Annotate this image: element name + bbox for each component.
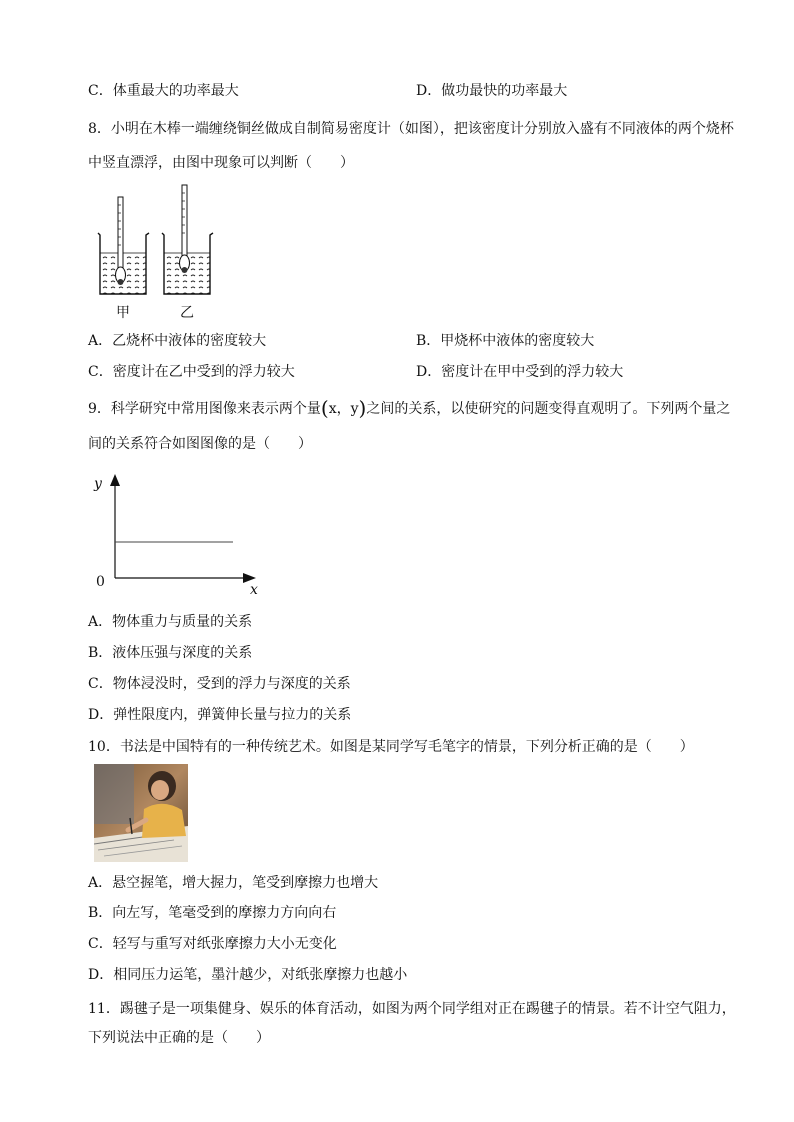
q8-stem-line1: 8．小明在木棒一端缠绕铜丝做成自制简易密度计（如图），把该密度计分别放入盛有不同液体的两个烧杯 — [88, 121, 734, 137]
label-yi: 乙 — [180, 305, 194, 321]
x-axis-label: x — [250, 582, 258, 598]
y-axis-label: y — [94, 476, 102, 492]
hydrometer-figure — [94, 183, 214, 321]
q10-option-b: B．向左写，笔毫受到的摩擦力方向向右 — [88, 905, 337, 921]
q8-option-b: B．甲烧杯中液体的密度较大 — [416, 333, 595, 349]
q8-stem-line2: 中竖直漂浮，由图中现象可以判断（ ） — [88, 155, 354, 171]
xy-pair: (x，y) — [320, 396, 367, 420]
q9-stem-post: 之间的关系，以使研究的问题变得直观明了。下列两个量之 — [366, 401, 731, 417]
q9-option-d: D．弹性限度内，弹簧伸长量与拉力的关系 — [88, 707, 352, 723]
xy-graph — [88, 470, 278, 600]
q7-option-d: D．做功最快的功率最大 — [416, 83, 568, 99]
q10-option-c: C．轻写与重写对纸张摩擦力大小无变化 — [88, 936, 337, 952]
q10-stem-line1: 10．书法是中国特有的一种传统艺术。如图是某同学写毛笔字的情景，下列分析正确的是（ ） — [88, 739, 694, 755]
origin-label: 0 — [96, 574, 105, 590]
q10-option-a: A．悬空握笔，增大握力，笔受到摩擦力也增大 — [88, 875, 379, 891]
q9-stem-line1 — [88, 398, 730, 419]
label-jia: 甲 — [116, 305, 130, 321]
calligraphy-photo — [94, 764, 188, 862]
q9-option-b: B．液体压强与深度的关系 — [88, 645, 253, 661]
q8-option-d: D．密度计在甲中受到的浮力较大 — [416, 364, 624, 380]
hydrometer-in-yi — [180, 185, 190, 273]
q9-option-c: C．物体浸没时，受到的浮力与深度的关系 — [88, 676, 351, 692]
q11-stem-line1: 11．踢毽子是一项集健身、娱乐的体育活动，如图为两个同学组对正在踢毽子的情景。若不计空气阻力， — [88, 1001, 736, 1017]
y-axis-arrow — [110, 474, 120, 486]
var-sep: ， — [336, 401, 351, 417]
q9-option-a: A．物体重力与质量的关系 — [88, 614, 253, 630]
var-x: x — [328, 401, 337, 417]
q10-option-d: D．相同压力运笔，墨汁越少，对纸张摩擦力也越小 — [88, 967, 408, 983]
q8-option-a: A．乙烧杯中液体的密度较大 — [88, 333, 267, 349]
q9-stem-pre: 9．科学研究中常用图像来表示两个量 — [88, 401, 321, 417]
q7-option-c: C．体重最大的功率最大 — [88, 83, 239, 99]
hydrometer-in-jia — [116, 197, 126, 285]
var-y: y — [350, 401, 359, 417]
q11-stem-line2: 下列说法中正确的是（ ） — [88, 1030, 270, 1046]
q8-option-c: C．密度计在乙中受到的浮力较大 — [88, 364, 295, 380]
q9-stem-line2: 间的关系符合如图图像的是（ ） — [88, 436, 312, 452]
